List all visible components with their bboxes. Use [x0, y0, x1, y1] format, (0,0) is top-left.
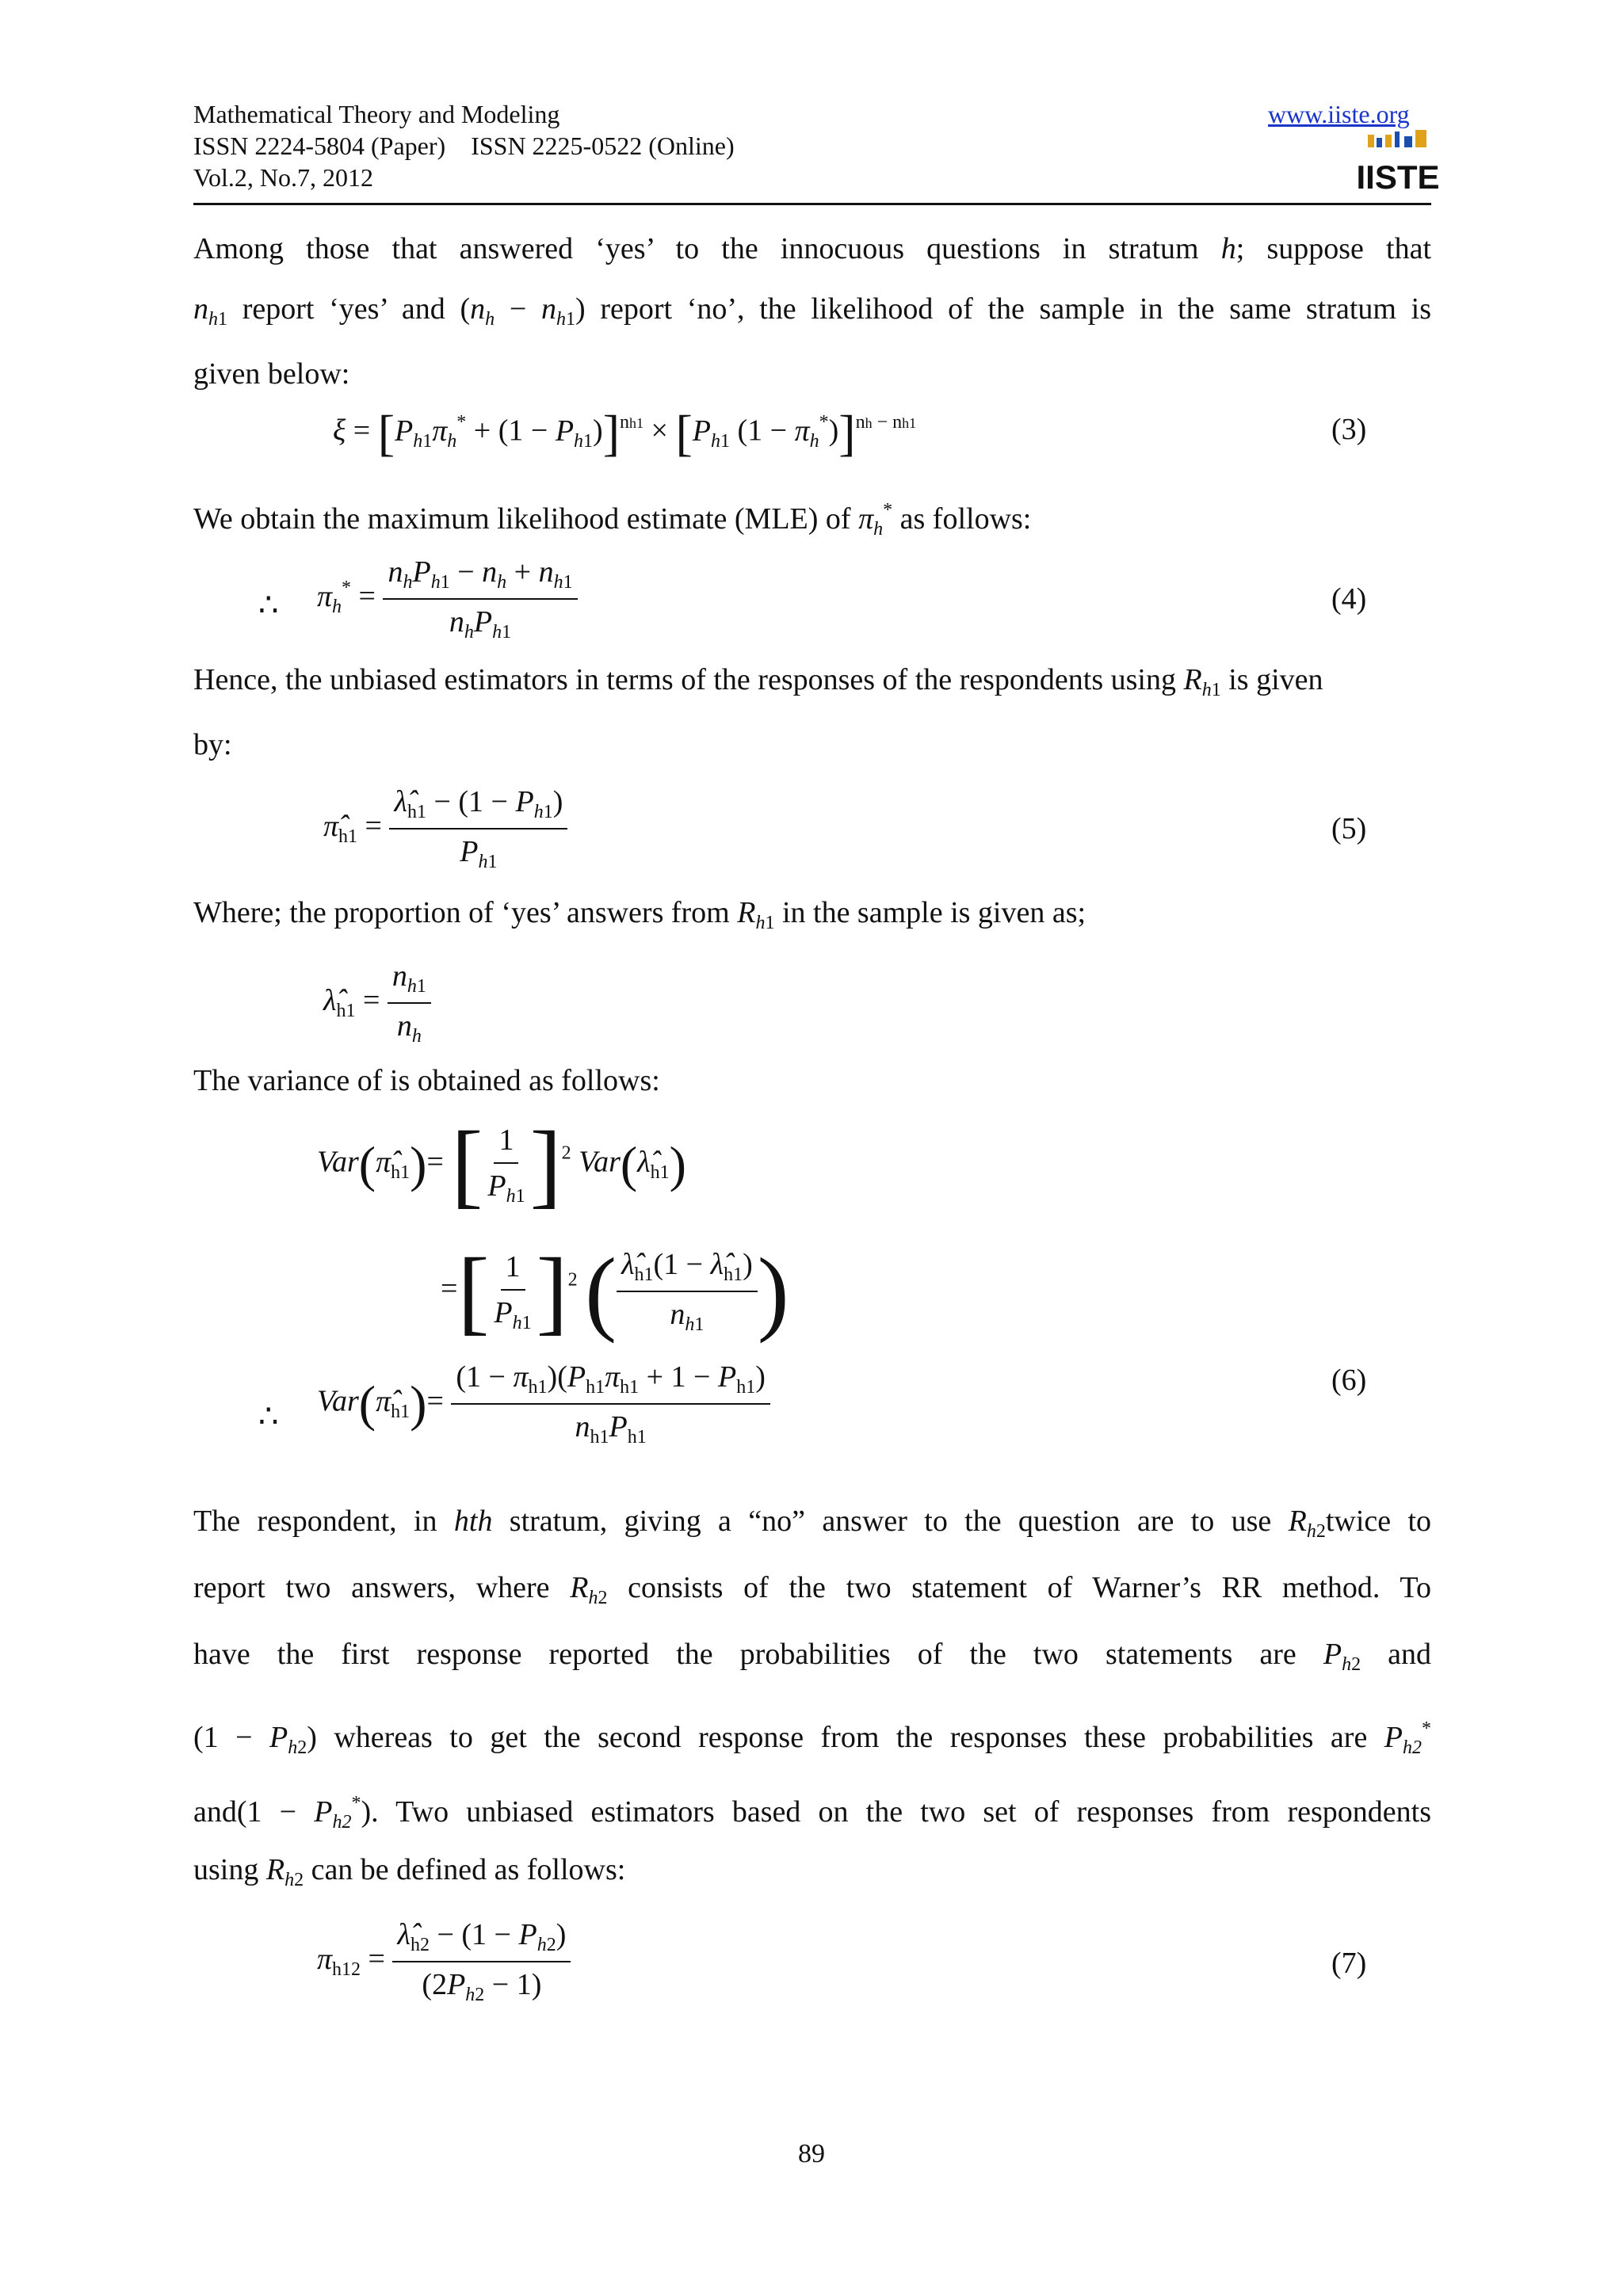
- variance-line-1: $Var(\pî_{h1})=$ [ $\frac{1}{P_{h1}}$ ]$^2$ $Var(\lambdâ_{h1})$: [317, 1112, 686, 1217]
- paragraph-4: Where; the proportion of ‘yes’ answers from $R_{h1}$ in the sample is given as;: [193, 896, 1086, 933]
- issn-line: ISSN 2224-5804 (Paper) ISSN 2225-0522 (Online): [193, 132, 735, 160]
- logo-graphic: [1356, 130, 1440, 196]
- paragraph-6-line-2: report two answers, where $R_{h2}$ consists of the two statement of Warner’s RR method. To: [193, 1571, 1431, 1608]
- paragraph-6-line-6: using $R_{h2}$ can be defined as follows:: [193, 1853, 626, 1890]
- equation-7: $\pi_{h12}$ = $\frac{\lambdâ_{h2} - (1 - P_{h2})}{(2P_{h2} - 1)}$: [317, 1917, 571, 2006]
- lambda-hat-definition: $\lambdâ_{h1}$ = $\frac{n_{h1}}{n_h}$: [323, 959, 431, 1047]
- paragraph-1-line-2: $n_{h1}$ report ‘yes’ and $(n_h - n_{h1})$ report ‘no’, the likelihood of the sample in the same stratum is: [193, 292, 1432, 330]
- equation-number-4: (4): [1331, 582, 1367, 616]
- logo-text: IISTE: [1356, 158, 1440, 196]
- page-number: 89: [798, 2139, 825, 2168]
- paragraph-6-line-1: The respondent, in hth stratum, giving a “no” answer to the question are to use $R_{h2}twice$ to: [193, 1505, 1432, 1542]
- variance-line-2: =[ $\frac{1}{P_{h1}}$ ]$^2$ ( $\frac{\lambdâ_{h1}(1 - \lambdâ_{h1})}{n_{h1}}$ ): [441, 1238, 789, 1344]
- paragraph-5: The variance of is obtained as follows:: [193, 1064, 660, 1097]
- paragraph-3-line-1: Hence, the unbiased estimators in terms of the responses of the respondents using $R_{h1}$ is given: [193, 663, 1323, 700]
- paragraph-1-line-1: Among those that answered ‘yes’ to the innocuous questions in stratum h; suppose that: [193, 232, 1432, 265]
- equation-number-5: (5): [1331, 812, 1367, 845]
- equation-4: $\pi_h^*$ = $\frac{n_hP_{h1} - n_h + n_{h1}}{n_hP_{h1}}$: [317, 555, 578, 643]
- paragraph-2: We obtain the maximum likelihood estimate (MLE) of $\pi_h^*$ as follows:: [193, 500, 1032, 540]
- website-link[interactable]: www.iiste.org: [1268, 100, 1410, 128]
- equation-6: $Var(\pî_{h1})=$ $\frac{(1 - \pi_{h1})(P_{h1}\pi_{h1} + 1 - P_{h1})}{n_{h1}P_{h1}}$: [317, 1360, 770, 1448]
- paragraph-3-line-2: by:: [193, 728, 232, 761]
- equation-number-7: (7): [1331, 1947, 1367, 1980]
- journal-title: Mathematical Theory and Modeling: [193, 100, 560, 128]
- therefore-symbol-2: ∴: [258, 1398, 279, 1434]
- equation-number-6: (6): [1331, 1363, 1367, 1397]
- paragraph-6-line-5: $and(1 - P_{h2}^*)$. Two unbiased estimators based on the two set of responses from respondents: [193, 1793, 1431, 1833]
- equation-number-3: (3): [1331, 413, 1367, 446]
- iiste-logo: [1356, 130, 1440, 196]
- equation-3: $\xi = [P_{h1}\pi_h^* + (1 - P_{h1})]^{nh1} \times [P_{h1}$ $(1 - \pi_h^*)]^{nh - nh1}$: [333, 405, 917, 461]
- paragraph-6-line-4: $(1 - P_{h2})$ whereas to get the second response from the responses these probabilities are $P_{h2}^*$: [193, 1718, 1431, 1758]
- volume-line: Vol.2, No.7, 2012: [193, 163, 373, 192]
- paragraph-1-line-3: given below:: [193, 357, 350, 391]
- paragraph-6-line-3: have the first response reported the probabilities of the two statements are $P_{h2}$ and: [193, 1638, 1432, 1675]
- therefore-symbol: ∴: [258, 587, 279, 623]
- equation-5: $\pî_{h1}$ = $\frac{\lambdâ_{h1} - (1 - P_{h1})}{P_{h1}}$: [323, 784, 567, 873]
- header-rule: [193, 203, 1431, 205]
